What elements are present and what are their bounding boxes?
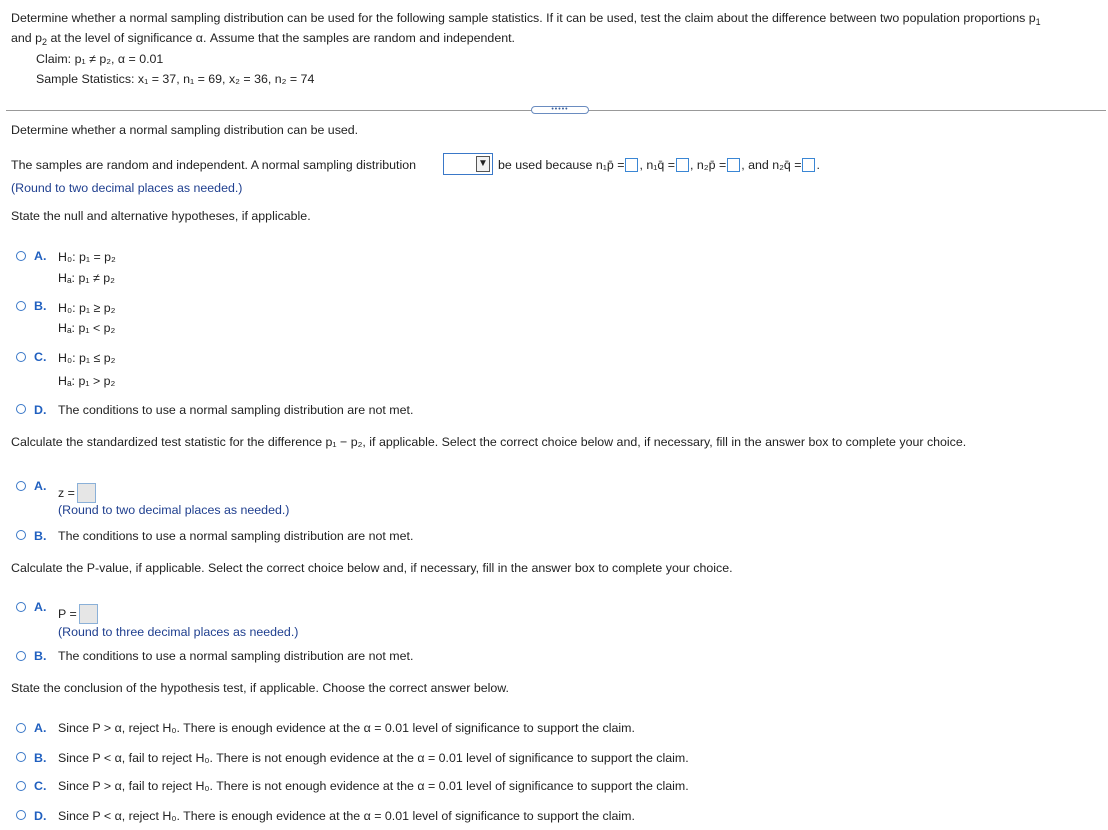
hyp-option-b-radio[interactable] xyxy=(16,301,26,311)
problem-line-1: Determine whether a normal sampling distribution can be used for the following sample statistics. If it can be used, test the claim about the difference between two population proportions $p_1$ xyxy=(11,11,1041,27)
z-option-a-field: z = xyxy=(58,483,96,503)
can-cannot-dropdown[interactable] xyxy=(443,153,493,175)
part2-heading: State the null and alternative hypotheses, if applicable. xyxy=(11,209,311,223)
p-value-input[interactable] xyxy=(79,604,98,624)
hyp-option-a-letter: A. xyxy=(34,249,47,263)
hyp-option-c-ha: Hₐ: p₁ > p₂ xyxy=(58,374,116,388)
part5-heading: State the conclusion of the hypothesis test, if applicable. Choose the correct answer below. xyxy=(11,681,509,695)
conclusion-option-b-text: Since P < α, fail to reject H₀. There is not enough evidence at the α = 0.01 level of significance to support the claim. xyxy=(58,751,689,765)
hyp-option-d-text: The conditions to use a normal sampling distribution are not met. xyxy=(58,403,414,417)
hyp-option-a-h0: H₀: p₁ = p₂ xyxy=(58,250,116,264)
hyp-option-b-letter: B. xyxy=(34,299,47,313)
conclusion-option-d-text: Since P < α, reject H₀. There is enough evidence at the α = 0.01 level of significance to support the claim. xyxy=(58,809,635,823)
z-input[interactable] xyxy=(77,483,96,503)
n1p-input[interactable] xyxy=(625,158,638,172)
conclusion-option-c-letter: C. xyxy=(34,779,47,793)
part4-heading: Calculate the P-value, if applicable. Select the correct choice below and, if necessary, fill in the answer box to complete your choice. xyxy=(11,561,733,575)
z-round-note: (Round to two decimal places as needed.) xyxy=(58,503,290,517)
n2p-input[interactable] xyxy=(727,158,740,172)
p-option-a-letter: A. xyxy=(34,600,47,614)
conclusion-option-d-letter: D. xyxy=(34,809,47,823)
n1q-input[interactable] xyxy=(676,158,689,172)
z-option-a-radio[interactable] xyxy=(16,481,26,491)
z-option-a-letter: A. xyxy=(34,479,47,493)
hyp-option-d-radio[interactable] xyxy=(16,404,26,414)
conclusion-option-d-radio[interactable] xyxy=(16,810,26,820)
conclusion-option-a-text: Since P > α, reject H₀. There is enough evidence at the α = 0.01 level of significance to support the claim. xyxy=(58,721,635,735)
part1-heading: Determine whether a normal sampling distribution can be used. xyxy=(11,123,359,137)
hyp-option-c-radio[interactable] xyxy=(16,352,26,362)
conclusion-option-b-letter: B. xyxy=(34,751,47,765)
p-option-b-text: The conditions to use a normal sampling distribution are not met. xyxy=(58,649,414,663)
z-option-b-text: The conditions to use a normal sampling distribution are not met. xyxy=(58,529,414,543)
hyp-option-a-radio[interactable] xyxy=(16,251,26,261)
z-option-b-letter: B. xyxy=(34,529,47,543)
hyp-option-b-h0: H₀: p₁ ≥ p₂ xyxy=(58,301,116,315)
p-option-b-letter: B. xyxy=(34,649,47,663)
conclusion-option-a-radio[interactable] xyxy=(16,723,26,733)
z-option-b-radio[interactable] xyxy=(16,530,26,540)
hyp-option-c-letter: C. xyxy=(34,350,47,364)
hyp-option-d-letter: D. xyxy=(34,403,47,417)
p-round-note: (Round to three decimal places as needed.) xyxy=(58,625,299,639)
p-option-a-radio[interactable] xyxy=(16,602,26,612)
sample-statistics-line: Sample Statistics: x₁ = 37, n₁ = 69, x₂ = 36, n₂ = 74 xyxy=(36,72,315,86)
hyp-option-c-h0: H₀: p₁ ≤ p₂ xyxy=(58,351,116,365)
part1-sentence-end: be used because n₁p̄ = , n₁q̄ = , n₂p̄ = , and n₂q̄ = . xyxy=(498,158,820,172)
n2q-input[interactable] xyxy=(802,158,815,172)
part3-heading: Calculate the standardized test statistic for the difference p₁ − p₂, if applicable. Select the correct choice below and, if necessary, fill in the answer box to complete your choice. xyxy=(11,435,967,449)
hyp-option-a-ha: Hₐ: p₁ ≠ p₂ xyxy=(58,271,115,285)
part1-sentence-start: The samples are random and independent. A normal sampling distribution xyxy=(11,158,416,172)
claim-line: Claim: p₁ ≠ p₂, α = 0.01 xyxy=(36,52,164,66)
p-option-b-radio[interactable] xyxy=(16,651,26,661)
hyp-option-b-ha: Hₐ: p₁ < p₂ xyxy=(58,321,116,335)
conclusion-option-b-radio[interactable] xyxy=(16,752,26,762)
p-option-a-field: P = xyxy=(58,604,98,624)
conclusion-option-a-letter: A. xyxy=(34,721,47,735)
part1-round-note: (Round to two decimal places as needed.) xyxy=(11,181,243,195)
dropdown-arrow-icon: ▼ xyxy=(476,156,490,172)
problem-line-2: and $p_2$ at the level of significance α. Assume that the samples are random and independent. xyxy=(11,31,515,47)
divider-handle[interactable]: ••••• xyxy=(531,106,589,114)
conclusion-option-c-text: Since P > α, fail to reject H₀. There is not enough evidence at the α = 0.01 level of significance to support the claim. xyxy=(58,779,689,793)
conclusion-option-c-radio[interactable] xyxy=(16,781,26,791)
